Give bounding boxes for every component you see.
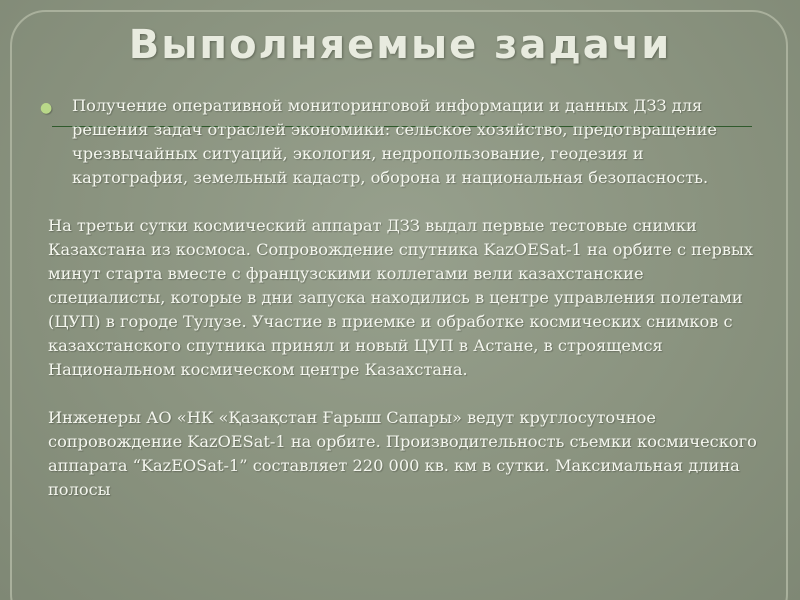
slide-content [40, 94, 758, 502]
paragraph-engineers: Инженеры АО «НК «Қазақстан Ғарыш Сапары» ведут круглосуточное сопровождение KazOESat-1 на орбите. Производительность съемки космического аппарата “KazEOSat-1” составляет 220 000 кв. км в сутки. Максимальная длина полосы [48, 408, 757, 499]
bullet-text: Получение оперативной мониторинговой информации и данных ДЗЗ для решения задач отраслей экономики: сельское хозяйство, предотвращение чрезвычайных ситуаций, экология, недропользование, геодезия и картография, земельный кадастр, оборона и национальная безопасность. [72, 96, 717, 187]
bullet-item [40, 94, 758, 190]
spacer [48, 190, 758, 214]
bullet-dot-icon: ● [40, 100, 53, 116]
slide-title: Выполняемые задачи [128, 22, 672, 68]
spacer [48, 382, 758, 406]
paragraph-launch: На третьи сутки космический аппарат ДЗЗ выдал первые тестовые снимки Казахстана из космоса. Сопровождение спутника KazOESat-1 на орбите с первых минут старта вместе с французскими коллегами вели казахстанские специалисты, которые в дни запуска находились в центре управления полетами (ЦУП) в городе Тулузе. Участие в приемке и обработке космических снимков с казахстанского спутника принял и новый ЦУП в Астане, в строящемся Национальном космическом центре Казахстана. [48, 216, 754, 379]
